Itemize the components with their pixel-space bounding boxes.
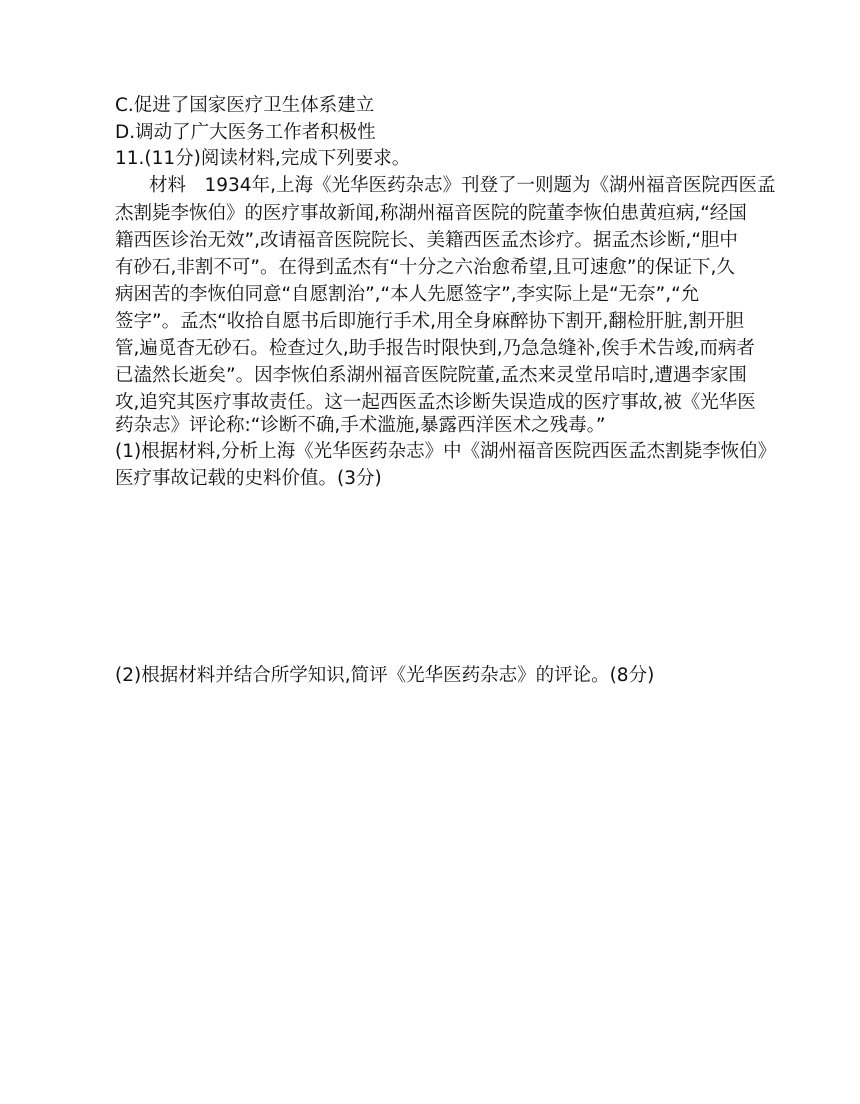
material-line: 药杂志》评论称:“诊断不确,手术滥施,暴露西洋医术之残毒。” <box>115 415 606 436</box>
sub-question-2: (2)根据材料并结合所学知识,简评《光华医药杂志》的评论。(8分) <box>115 665 655 686</box>
material-line: 病困苦的李恢伯同意“自愿割治”,“本人先愿签字”,李实际上是“无奈”,“允 <box>115 284 700 305</box>
material-line: 已溘然长逝矣”。因李恢伯系湖州福音医院院董,孟杰来灵堂吊唁时,遭遇李家围 <box>115 365 747 386</box>
material-line: 材料 1934年,上海《光华医药杂志》刊登了一则题为《湖州福音医院西医孟 <box>149 175 776 196</box>
option-c: C.促进了国家医疗卫生体系建立 <box>115 95 375 116</box>
option-d: D.调动了广大医务工作者积极性 <box>115 122 376 143</box>
material-line: 攻,追究其医疗事故责任。这一起西医孟杰诊断失误造成的医疗事故,被《光华医 <box>115 392 756 413</box>
material-line: 籍西医诊治无效”,改请福音医院院长、美籍西医孟杰诊疗。据孟杰诊断,“胆中 <box>115 230 738 251</box>
material-line: 杰割毙李恢伯》的医疗事故新闻,称湖州福音医院的院董李恢伯患黄疸病,“经国 <box>115 203 747 224</box>
answer-space-1 <box>115 500 745 660</box>
answer-space-2 <box>115 700 745 1060</box>
sub-question-1-continued: 医疗事故记载的史料价值。(3分) <box>115 468 382 489</box>
material-line: 管,遍觅杳无砂石。检查过久,助手报告时限快到,乃急急缝补,俟手术告竣,而病者 <box>115 338 755 359</box>
material-line: 签字”。孟杰“收拾自愿书后即施行手术,用全身麻醉协下割开,翻检肝脏,割开胆 <box>115 311 744 332</box>
sub-question-1: (1)根据材料,分析上海《光华医药杂志》中《湖州福音医院西医孟杰割毙李恢伯》 <box>115 441 777 462</box>
material-line: 有砂石,非割不可”。在得到孟杰有“十分之六治愈希望,且可速愈”的保证下,久 <box>115 257 735 278</box>
question-header: 11.(11分)阅读材料,完成下列要求。 <box>115 148 411 169</box>
